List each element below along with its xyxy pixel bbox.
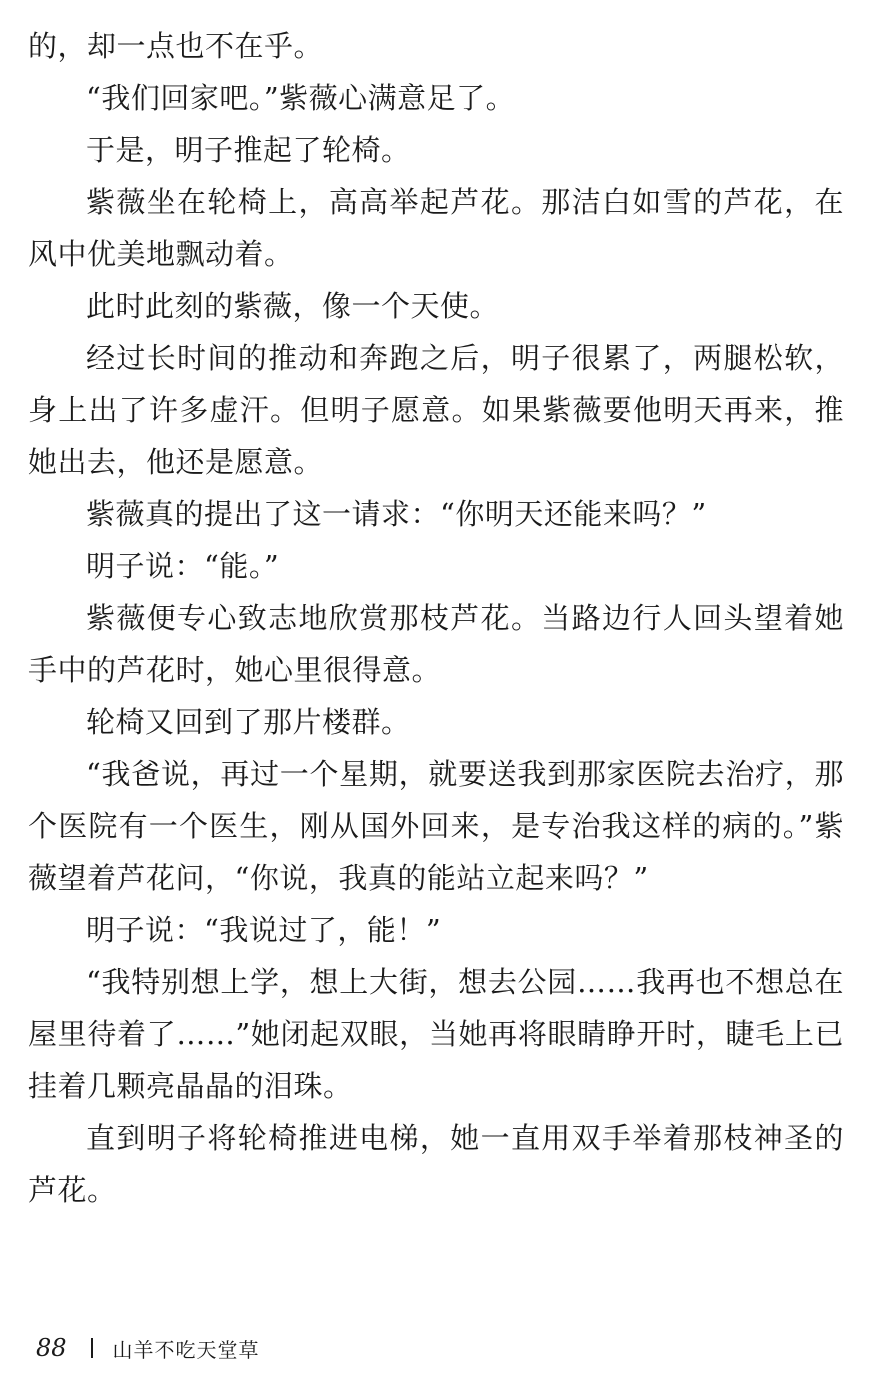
body-text xyxy=(28,20,844,1216)
paragraph: 轮椅又回到了那片楼群。 xyxy=(86,705,411,739)
paragraph: “我爸说，再过一个星期，就要送我到那家医院去治疗，那个医院有一个医生，刚从国外回来，是专治我这样的病的。”紫薇望着芦花问，“你说，我真的能站立起来吗？” xyxy=(28,757,844,895)
book-title: 山羊不吃天堂草 xyxy=(112,1337,260,1362)
paragraph: 此时此刻的紫薇，像一个天使。 xyxy=(86,289,500,323)
paragraph: 紫薇真的提出了这一请求：“你明天还能来吗？” xyxy=(86,497,707,531)
paragraph: “我们回家吧。”紫薇心满意足了。 xyxy=(86,81,516,115)
paragraph: 经过长时间的推动和奔跑之后，明子很累了，两腿松软，身上出了许多虚汗。但明子愿意。如果紫薇要他明天再来，推她出去，他还是愿意。 xyxy=(28,341,844,479)
paragraph: 紫薇坐在轮椅上，高高举起芦花。那洁白如雪的芦花，在风中优美地飘动着。 xyxy=(28,185,844,271)
page-footer xyxy=(36,1332,260,1364)
paragraph: 直到明子将轮椅推进电梯，她一直用双手举着那枝神圣的芦花。 xyxy=(28,1121,844,1207)
paragraph: “我特别想上学，想上大街，想去公园……我再也不想总在屋里待着了……”她闭起双眼，当她再将眼睛睁开时，睫毛上已挂着几颗亮晶晶的泪珠。 xyxy=(28,965,844,1103)
page-number: 88 xyxy=(36,1334,67,1362)
paragraph: 于是，明子推起了轮椅。 xyxy=(86,133,411,167)
paragraph-continuation: 的，却一点也不在乎。 xyxy=(28,29,324,63)
paragraph: 明子说：“我说过了，能！” xyxy=(86,913,442,947)
paragraph: 紫薇便专心致志地欣赏那枝芦花。当路边行人回头望着她手中的芦花时，她心里很得意。 xyxy=(28,601,844,687)
footer-divider xyxy=(91,1338,93,1358)
paragraph: 明子说：“能。” xyxy=(86,549,280,583)
